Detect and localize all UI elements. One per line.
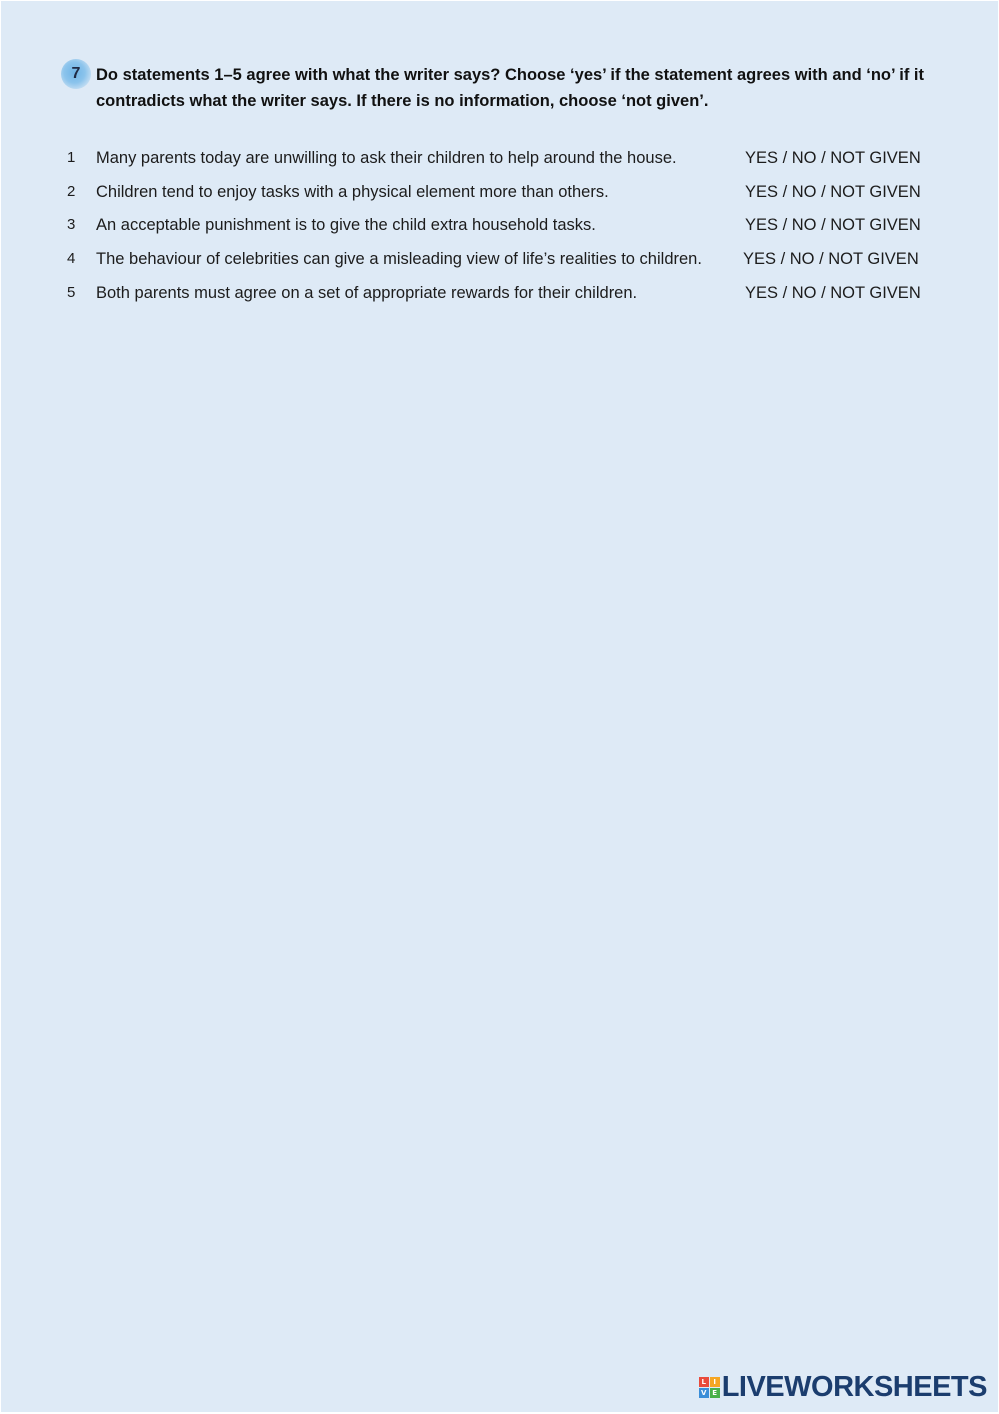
statement-row	[67, 281, 927, 315]
statement-text: Both parents must agree on a set of appropriate rewards for their children.	[96, 283, 638, 302]
answer-options[interactable]: YES / NO / NOT GIVEN	[745, 216, 921, 235]
answer-options[interactable]: YES / NO / NOT GIVEN	[745, 283, 921, 302]
logo-mark-cell: I	[710, 1377, 720, 1387]
statement-number: 5	[67, 283, 76, 301]
statement-number: 3	[67, 216, 76, 234]
statement-number: 1	[67, 149, 76, 166]
logo-mark-cell: L	[699, 1377, 709, 1387]
answer-options[interactable]: YES / NO / NOT GIVEN	[745, 182, 921, 201]
liveworksheets-logo	[699, 1370, 987, 1404]
answer-options[interactable]: YES / NO / NOT GIVEN	[745, 149, 921, 167]
statement-number: 2	[67, 182, 76, 200]
statement-text: An acceptable punishment is to give the child extra household tasks.	[96, 216, 596, 235]
exercise-number-badge: 7	[61, 59, 91, 89]
statement-text: Children tend to enjoy tasks with a physical element more than others.	[96, 182, 609, 201]
answer-options[interactable]: YES / NO / NOT GIVEN	[743, 250, 919, 269]
statement-list	[67, 146, 927, 314]
statement-text: The behaviour of celebrities can give a misleading view of life’s realities to children.	[96, 250, 702, 269]
instruction-text: Do statements 1–5 agree with what the writer says? Choose ‘yes’ if the statement agrees with and ‘no’ if it contradicts what the writer says. If there is no information, choose ‘not given’.	[96, 66, 924, 110]
statement-row	[67, 180, 927, 214]
statement-number: 4	[67, 250, 76, 268]
logo-mark-cell: V	[699, 1388, 709, 1398]
statement-text: Many parents today are unwilling to ask their children to help around the house.	[96, 149, 677, 167]
statement-row	[67, 247, 927, 281]
logo-mark-cell: E	[710, 1388, 720, 1398]
logo-text: LIVEWORKSHEETS	[721, 1370, 987, 1403]
worksheet-page	[1, 1, 998, 1412]
statement-row	[67, 146, 927, 180]
logo-mark-icon	[699, 1377, 720, 1398]
statement-row	[67, 213, 927, 247]
